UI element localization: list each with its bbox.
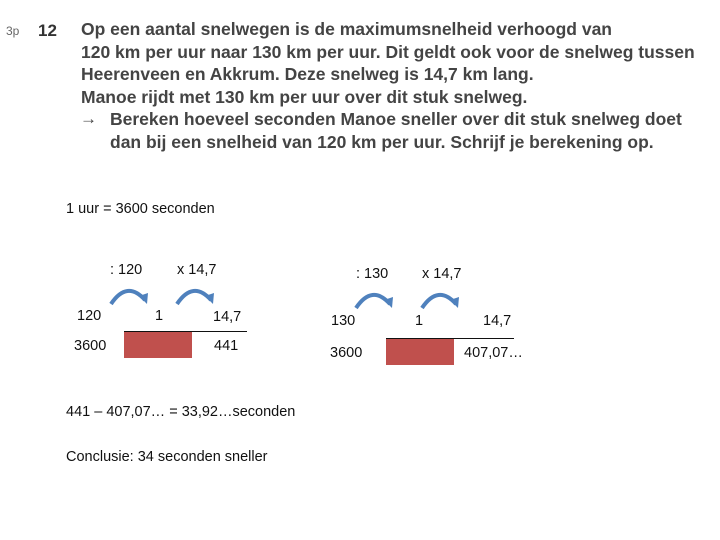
unknown-value-cell	[124, 332, 192, 358]
cell-120-r2-c3: 441	[214, 338, 239, 354]
question-line-3: Heerenveen en Akkrum. Deze snelweg is 14,7 km lang.	[81, 64, 534, 84]
arc-arrow-icon	[173, 282, 217, 306]
op-multiply-130: x 14,7	[422, 266, 462, 282]
cell-120-r2-c1: 3600	[74, 338, 107, 354]
task-line-1: Bereken hoeveel seconden Manoe sneller over dit stuk snelweg doet	[110, 109, 682, 129]
cell-120-r1-c3: 14,7	[213, 309, 242, 325]
right-arrow-icon: →	[80, 109, 97, 128]
op-divide-120: : 120	[110, 262, 143, 278]
question-line-4: Manoe rijdt met 130 km per uur over dit stuk snelweg.	[81, 87, 528, 107]
cell-130-r1-c1: 130	[331, 313, 356, 329]
cell-130-r2-c1: 3600	[330, 345, 363, 361]
question-number: 12	[38, 21, 57, 40]
unknown-value-cell	[386, 339, 454, 365]
cell-130-r2-c3: 407,07…	[464, 345, 523, 361]
question-line-1: Op een aantal snelwegen is de maximumsnelheid verhoogd van	[81, 19, 612, 39]
arc-arrow-icon	[352, 286, 396, 310]
cell-130-r1-c2: 1	[415, 313, 424, 329]
op-divide-130: : 130	[356, 266, 389, 282]
arc-arrow-icon	[107, 282, 151, 306]
calculation-line: 441 – 407,07… = 33,92…seconden	[66, 404, 296, 420]
cell-130-r1-c3: 14,7	[483, 313, 512, 329]
points-label: 3p	[6, 24, 20, 38]
question-line-2: 120 km per uur naar 130 km per uur. Dit geldt ook voor de snelweg tussen	[81, 42, 695, 62]
cell-120-r1-c1: 120	[77, 308, 102, 324]
arc-arrow-icon	[418, 286, 462, 310]
conclusion-line: Conclusie: 34 seconden sneller	[66, 449, 268, 465]
conversion-note: 1 uur = 3600 seconden	[66, 201, 215, 217]
op-multiply-120: x 14,7	[177, 262, 217, 278]
task-line-2: dan bij een snelheid van 120 km per uur. Schrijf je berekening op.	[110, 132, 654, 152]
cell-120-r1-c2: 1	[155, 308, 164, 324]
